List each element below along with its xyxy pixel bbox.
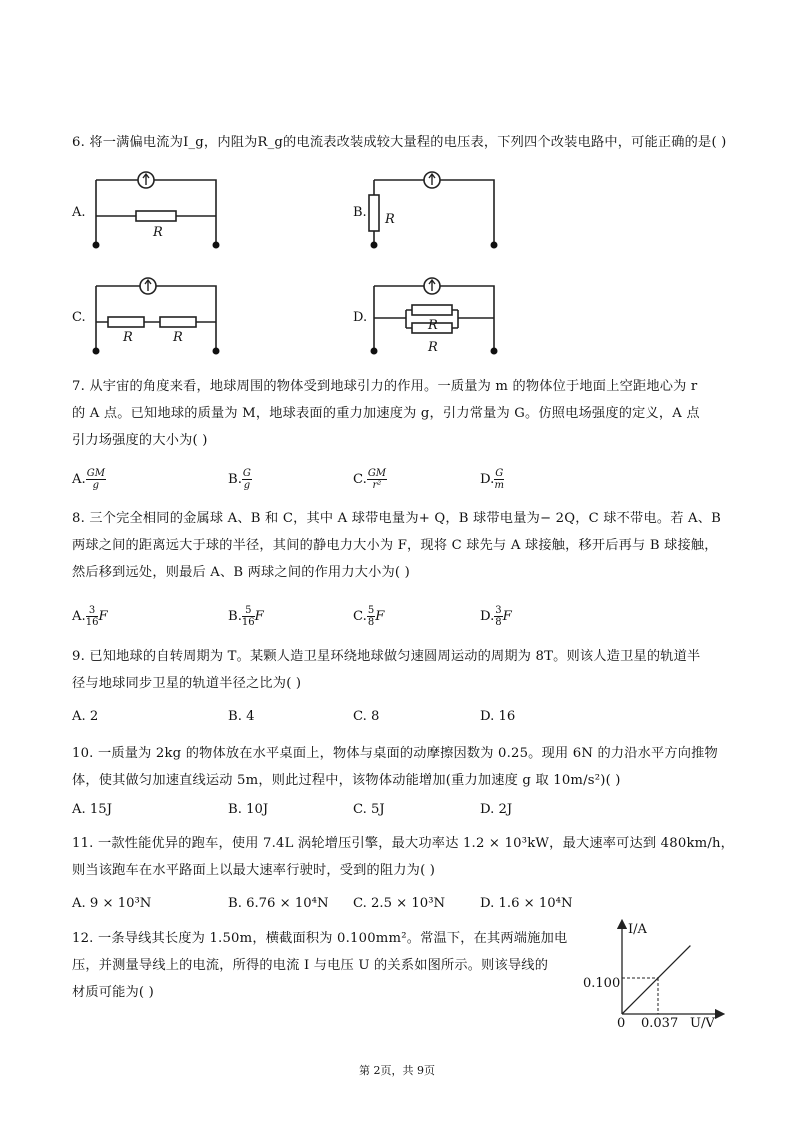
iu-series-line: [622, 946, 690, 1014]
q7-option-c-frac: [367, 468, 387, 491]
q7-option-b-den: g: [243, 480, 251, 491]
q7-option-a-den: g: [92, 480, 100, 491]
q9-option-c: C. 8: [353, 709, 380, 724]
q8-option-a-label: A.: [72, 609, 86, 624]
q8-line-3: 然后移到远处，则最后 A、B 两球之间的作用力大小为( ): [72, 565, 411, 580]
q9-option-a: A. 2: [72, 709, 99, 724]
q10-stem: [72, 740, 732, 794]
q8-option-a-unit: F: [98, 609, 108, 624]
q9-option-b: B. 4: [228, 709, 255, 724]
q7-option-d-label: D.: [480, 472, 495, 487]
q11-line-2: 则当该跑车在水平路面上以最大速率行驶时，受到的阻力为( ): [72, 863, 436, 878]
q11-option-b: B. 6.76 × 10⁴N: [228, 896, 329, 911]
q6-option-d-label: D.: [353, 310, 368, 325]
q8-option-d-unit: F: [502, 609, 512, 624]
q7-line-2: 的 A 点。已知地球的质量为 M，地球表面的重力加速度为 g，引力常量为 G。仿照电场强度的定义，A 点: [72, 406, 700, 421]
q8-option-b-label: B.: [228, 609, 242, 624]
q7-option-d-num: G: [495, 468, 504, 479]
q7-option-b-num: G: [242, 468, 251, 479]
circuit-a-resistor-label: R: [153, 225, 163, 240]
q12-line-2: 压，并测量导线上的电流，所得的电流 I 与电压 U 的关系如图所示。则该导线的: [72, 958, 549, 973]
q7-option-c: [353, 468, 387, 491]
q8-option-c-frac: [367, 605, 375, 628]
graph-ylabel: I/A: [628, 922, 647, 937]
q10-option-a: A. 15J: [72, 802, 112, 817]
q7-option-c-den: r²: [372, 480, 382, 491]
q11-option-d: D. 1.6 × 10⁴N: [480, 896, 573, 911]
q9-line-2: 径与地球同步卫星的轨道半径之比为( ): [72, 676, 302, 691]
q7-option-c-num: GM: [367, 468, 387, 479]
circuit-c-resistor-1-label: R: [123, 330, 133, 345]
q12-line-1: 12. 一条导线其长度为 1.50m，横截面积为 0.100mm²。常温下，在其两端施加电: [72, 931, 568, 946]
q6-option-c-label: C.: [72, 310, 86, 325]
q8-stem: [72, 505, 732, 586]
q8-option-b: [228, 605, 264, 628]
q12-stem: [72, 925, 572, 1006]
data-point: [657, 977, 659, 979]
q8-option-a-frac: [86, 605, 99, 628]
q8-option-b-frac: [242, 605, 255, 628]
q10-option-d: D. 2J: [480, 802, 513, 817]
circuit-c-resistor-2-label: R: [173, 330, 183, 345]
circuit-b: [366, 168, 506, 253]
q8-option-c-label: C.: [353, 609, 367, 624]
q7-option-b-frac: [242, 468, 252, 491]
q7-option-a: [72, 468, 106, 491]
q10-option-b: B. 10J: [228, 802, 269, 817]
circuit-d-resistor-1-label: R: [428, 318, 438, 333]
q8-line-1: 8. 三个完全相同的金属球 A、B 和 C，其中 A 球带电量为+ Q，B 球带电量为− 2Q，C 球不带电。若 A、B: [72, 511, 722, 526]
q8-option-d-den: 8: [495, 617, 502, 628]
q8-option-d-label: D.: [480, 609, 495, 624]
q7-option-d: [480, 468, 504, 491]
q8-option-c: [353, 605, 384, 628]
q8-option-a: [72, 605, 108, 628]
q10-option-c: C. 5J: [353, 802, 385, 817]
q7-line-1: 7. 从宇宙的角度来看，地球周围的物体受到地球引力的作用。一质量为 m 的物体位于地面上空距地心为 r: [72, 379, 698, 394]
q8-option-d-frac: [494, 605, 502, 628]
graph-y-tick: 0.100: [583, 976, 621, 991]
q8-option-c-den: 8: [367, 617, 375, 628]
q6-option-a-label: A.: [72, 205, 86, 220]
q8-option-d: [480, 605, 512, 628]
q7-stem: [72, 373, 732, 454]
q7-option-b: [228, 468, 252, 491]
q8-option-b-num: 5: [242, 605, 255, 617]
circuit-d-resistor-2-label: R: [428, 340, 438, 355]
q9-stem: [72, 643, 732, 697]
q8-option-b-den: 16: [241, 617, 255, 628]
q7-option-c-label: C.: [353, 472, 367, 487]
q7-option-d-den: m: [494, 480, 505, 491]
q10-line-2: 体，使其做匀加速直线运动 5m，则此过程中，该物体动能增加(重力加速度 g 取 10m/s²)( ): [72, 773, 621, 788]
graph-xlabel: U/V: [690, 1016, 715, 1031]
q11-option-c: C. 2.5 × 10³N: [353, 896, 446, 911]
page-footer: 第 2页，共 9页: [359, 1064, 435, 1077]
q8-option-a-den: 16: [85, 617, 99, 628]
graph-x-tick: 0.037: [641, 1016, 679, 1031]
q8-option-c-num: 5: [367, 605, 375, 616]
q11-option-a: A. 9 × 10³N: [72, 896, 152, 911]
q9-option-d: D. 16: [480, 709, 516, 724]
q7-option-a-frac: [86, 468, 106, 491]
q9-line-1: 9. 已知地球的自转周期为 T。某颗人造卫星环绕地球做匀速圆周运动的周期为 8T。则该人造卫星的轨道半: [72, 649, 701, 664]
q8-option-b-unit: F: [254, 609, 264, 624]
graph-origin: 0: [617, 1016, 626, 1031]
q8-option-a-num: 3: [86, 605, 99, 617]
q8-option-c-unit: F: [375, 609, 385, 624]
q8-option-d-num: 3: [495, 605, 502, 616]
q7-option-d-frac: [494, 468, 504, 491]
q7-option-a-label: A.: [72, 472, 86, 487]
q6-option-b-label: B.: [353, 205, 367, 220]
q7-line-3: 引力场强度的大小为( ): [72, 433, 208, 448]
q7-option-b-label: B.: [228, 472, 242, 487]
q11-line-1: 11. 一款性能优异的跑车，使用 7.4L 涡轮增压引擎，最大功率达 1.2 × 10³kW，最大速率可达到 480km/h，: [72, 836, 735, 851]
q6-stem: 6. 将一满偏电流为I_g，内阻为R_g的电流表改装成较大量程的电压表，下列四个改装电路中，可能正确的是( ): [72, 135, 727, 150]
q10-line-1: 10. 一质量为 2kg 的物体放在水平桌面上，物体与桌面的动摩擦因数为 0.25。现用 6N 的力沿水平方向推物: [72, 746, 718, 761]
q7-option-a-num: GM: [86, 468, 105, 479]
circuit-c: [88, 274, 228, 359]
q8-line-2: 两球之间的距离远大于球的半径，其间的静电力大小为 F，现将 C 球先与 A 球接触，移开后再与 B 球接触，: [72, 538, 718, 553]
circuit-a: [88, 168, 228, 253]
q11-stem: [72, 830, 735, 884]
circuit-b-resistor-label: R: [385, 212, 395, 227]
q12-line-3: 材质可能为( ): [72, 985, 155, 1000]
